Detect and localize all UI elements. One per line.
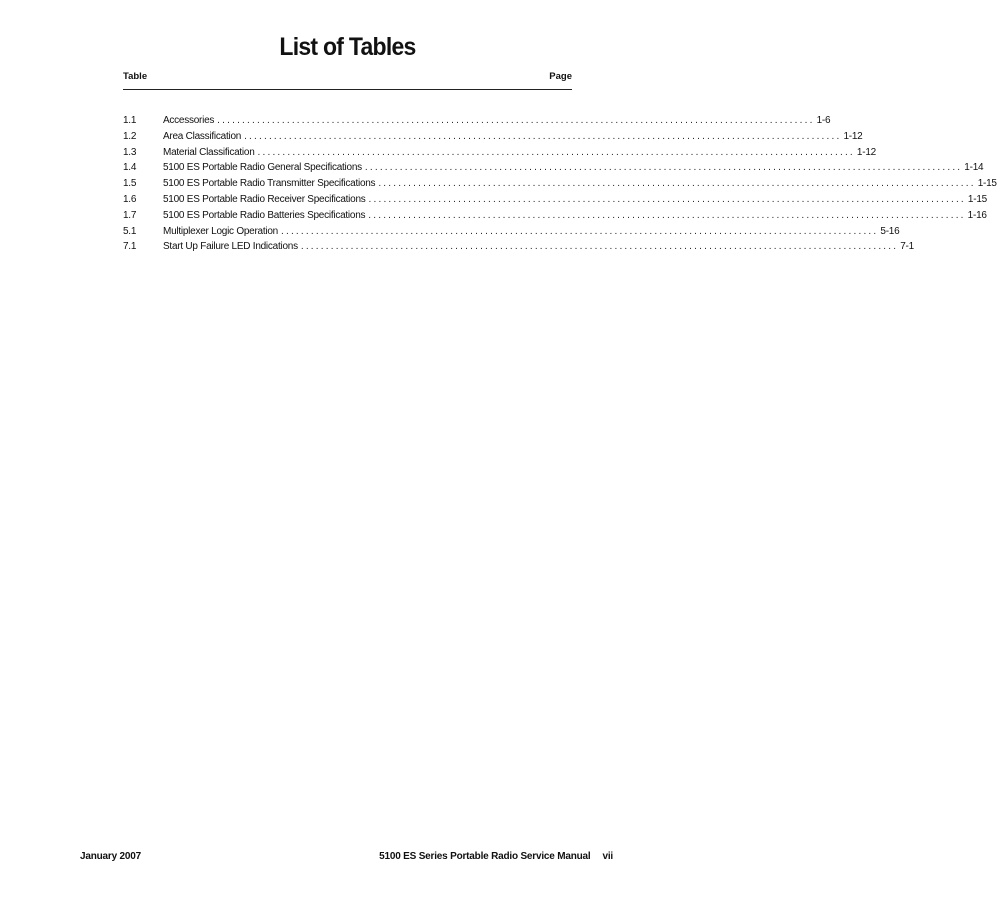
table-title: Accessories [163, 115, 215, 126]
table-number: 1.6 [123, 193, 137, 205]
column-header-table: Table [123, 71, 148, 82]
table-page: 7-1 [900, 241, 914, 253]
table-entry[interactable] [123, 192, 987, 208]
table-page: 1-12 [843, 130, 863, 142]
dot-leader: ........................................................................................................................ [368, 193, 966, 205]
dot-leader: ........................................................................................................................ [257, 146, 855, 158]
table-entry[interactable] [123, 208, 987, 224]
table-entry[interactable] [123, 239, 914, 255]
dot-leader: ........................................................................................................................ [378, 178, 976, 190]
table-title: 5100 ES Portable Radio Batteries Specifications [163, 209, 366, 221]
dot-leader: ........................................................................................................................ [364, 162, 963, 174]
table-number: 1.3 [123, 146, 137, 158]
table-title: Material Classification [163, 146, 255, 158]
table-title: 5100 ES Portable Radio Transmitter Specifications [163, 178, 376, 190]
header-divider [123, 89, 572, 90]
table-page: 1-6 [816, 115, 831, 126]
table-page: 1-16 [967, 209, 987, 221]
table-title: 5100 ES Portable Radio General Specifications [163, 162, 362, 174]
page-title: List of Tables [279, 33, 416, 61]
table-entry[interactable] [123, 176, 997, 192]
table-number: 5.1 [123, 225, 137, 237]
table-page: 1-14 [964, 162, 984, 174]
table-page: 5-16 [880, 225, 900, 237]
page-footer [80, 851, 613, 865]
table-number: 1.1 [123, 115, 137, 126]
table-number: 1.7 [123, 209, 137, 221]
dot-leader: ........................................................................................................................ [280, 225, 879, 237]
dot-leader: ........................................................................................................................ [244, 130, 842, 142]
dot-leader: ........................................................................................................................ [368, 209, 966, 221]
table-entry[interactable] [123, 113, 831, 129]
table-number: 1.5 [123, 178, 137, 190]
column-header [123, 71, 572, 87]
table-page: 1-12 [856, 146, 876, 158]
table-entry[interactable] [123, 129, 863, 145]
table-number: 7.1 [123, 241, 137, 253]
table-title: Start Up Failure LED Indications [163, 241, 298, 253]
footer-date: January 2007 [80, 851, 141, 862]
table-entry[interactable] [123, 145, 876, 161]
table-title: Area Classification [163, 130, 242, 142]
column-header-page: Page [549, 71, 572, 82]
table-entry[interactable] [123, 224, 900, 240]
table-entry[interactable] [123, 160, 984, 176]
dot-leader: ........................................................................................................................ [300, 241, 899, 253]
table-number: 1.4 [123, 162, 137, 174]
dot-leader: ........................................................................................................................ [217, 115, 815, 126]
footer-right [379, 851, 613, 862]
table-title: Multiplexer Logic Operation [163, 225, 278, 237]
footer-manual-title: 5100 ES Series Portable Radio Service Manual [379, 851, 591, 862]
table-title: 5100 ES Portable Radio Receiver Specifications [163, 193, 366, 205]
table-page: 1-15 [977, 178, 997, 190]
footer-page-number: vii [602, 851, 613, 862]
table-list [123, 113, 997, 255]
table-page: 1-15 [967, 193, 987, 205]
table-number: 1.2 [123, 130, 137, 142]
